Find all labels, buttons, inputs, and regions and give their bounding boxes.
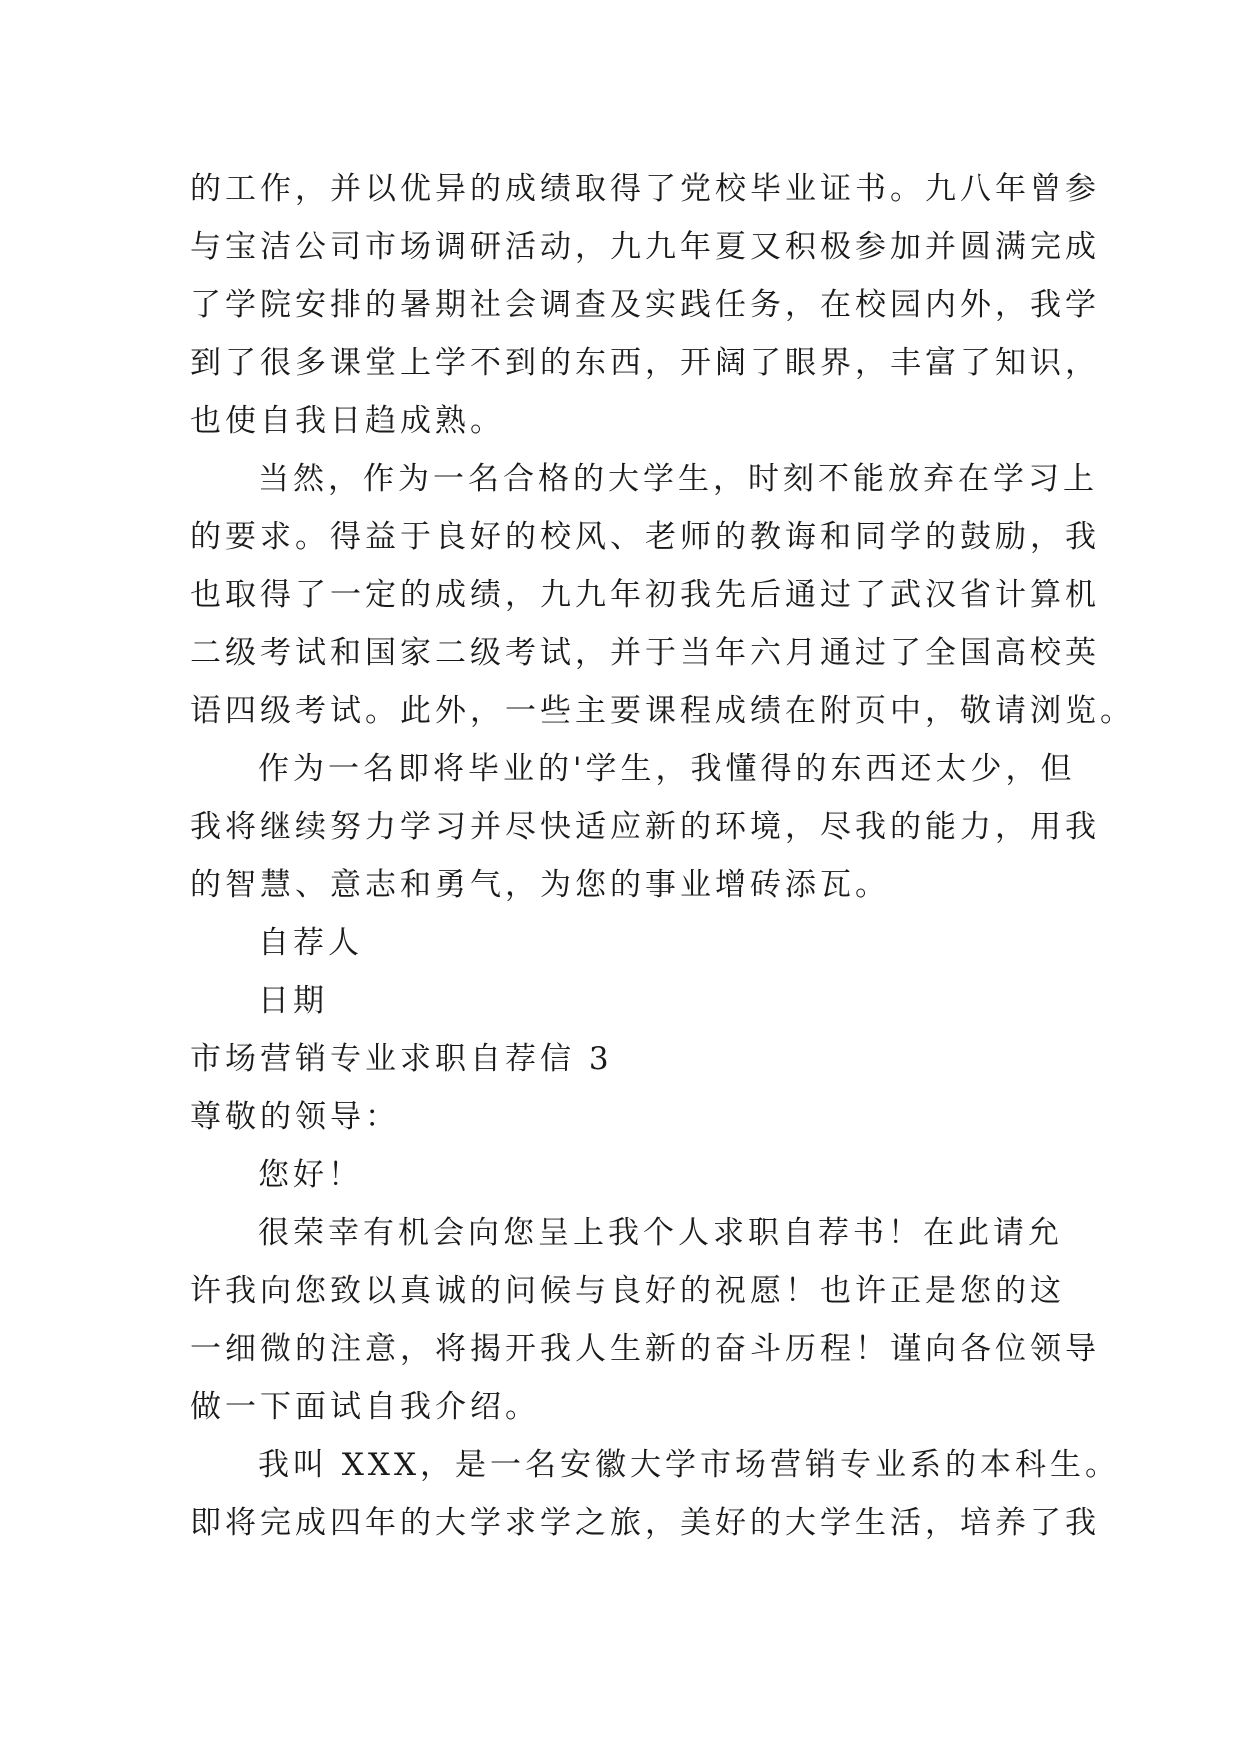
text-line-8: 也取得了一定的成绩，九九年初我先后通过了武汉省计算机	[190, 577, 1100, 613]
greeting: 您好！	[258, 1157, 363, 1193]
text-line-24: 即将完成四年的大学求学之旅，美好的大学生活，培养了我	[190, 1505, 1100, 1541]
text-line-6: 当然，作为一名合格的大学生，时刻不能放弃在学习上	[258, 461, 1098, 497]
text-line-3: 了学院安排的暑期社会调查及实践任务，在校园内外，我学	[190, 287, 1100, 323]
text-line-23: 我叫 XXX，是一名安徽大学市场营销专业系的本科生。	[258, 1447, 1121, 1483]
section-title: 市场营销专业求职自荐信 3	[190, 1041, 613, 1077]
text-line-22: 做一下面试自我介绍。	[190, 1389, 540, 1425]
text-line-21: 一细微的注意，将揭开我人生新的奋斗历程！谨向各位领导	[190, 1331, 1100, 1367]
text-line-10: 语四级考试。此外，一些主要课程成绩在附页中，敬请浏览。	[190, 693, 1135, 729]
date-label: 日期	[258, 983, 328, 1019]
text-line-12: 我将继续努力学习并尽快适应新的环境，尽我的能力，用我	[190, 809, 1100, 845]
text-line-9: 二级考试和国家二级考试，并于当年六月通过了全国高校英	[190, 635, 1100, 671]
text-line-19: 很荣幸有机会向您呈上我个人求职自荐书！在此请允	[258, 1215, 1063, 1251]
salutation: 尊敬的领导：	[190, 1099, 400, 1135]
document-body	[190, 160, 1135, 1552]
text-line-5: 也使自我日趋成熟。	[190, 403, 505, 439]
text-line-1: 的工作，并以优异的成绩取得了党校毕业证书。九八年曾参	[190, 171, 1100, 207]
text-line-13: 的智慧、意志和勇气，为您的事业增砖添瓦。	[190, 867, 890, 903]
text-line-7: 的要求。得益于良好的校风、老师的教诲和同学的鼓励，我	[190, 519, 1100, 555]
text-line-4: 到了很多课堂上学不到的东西，开阔了眼界，丰富了知识，	[190, 345, 1100, 381]
text-line-2: 与宝洁公司市场调研活动，九九年夏又积极参加并圆满完成	[190, 229, 1100, 265]
text-line-11: 作为一名即将毕业的'学生，我懂得的东西还太少，但	[258, 751, 1076, 787]
signature-label: 自荐人	[258, 925, 363, 961]
text-line-20: 许我向您致以真诚的问候与良好的祝愿！也许正是您的这	[190, 1273, 1065, 1309]
